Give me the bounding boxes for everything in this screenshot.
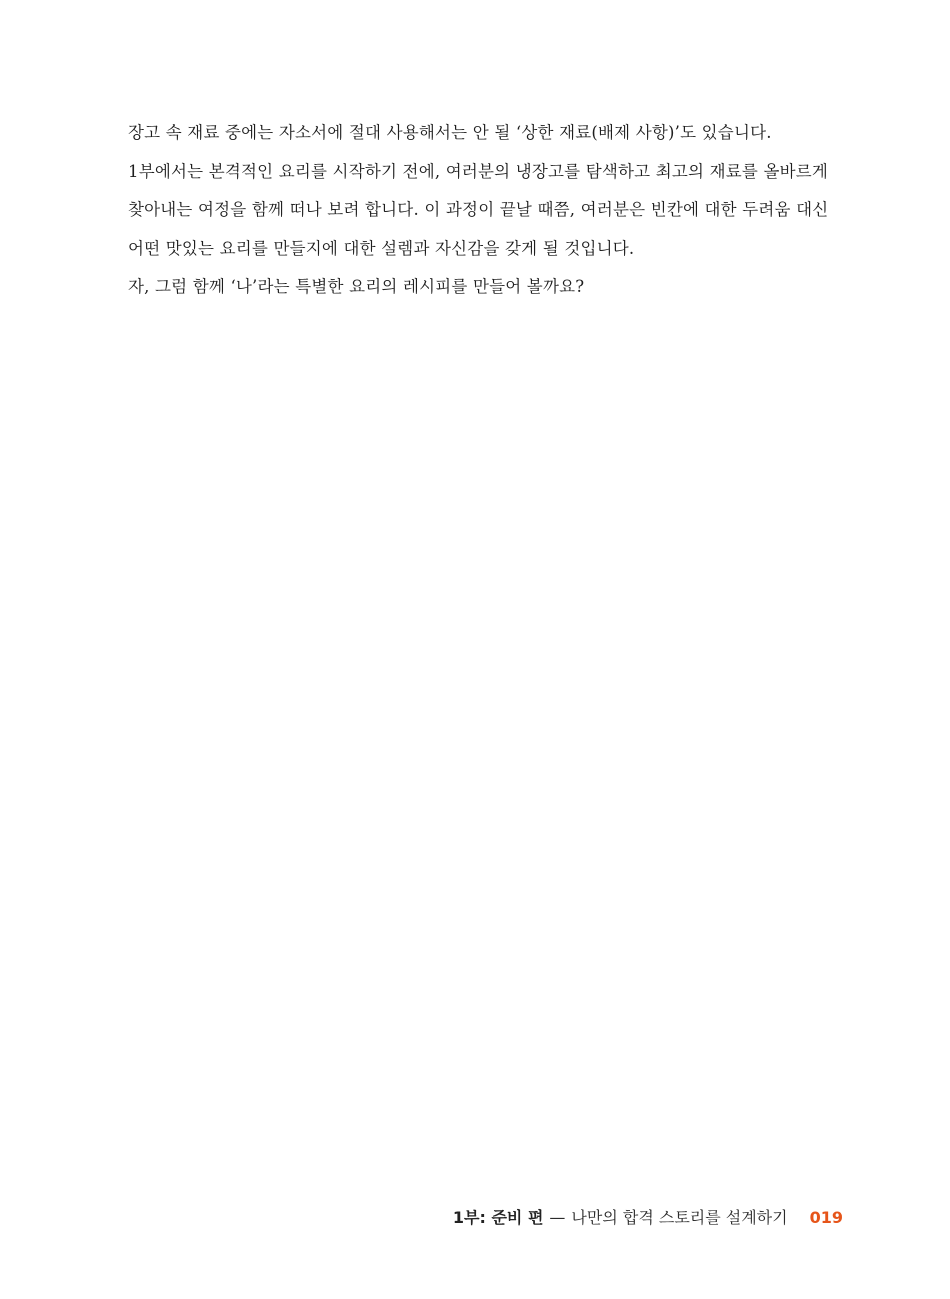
- footer-page-number: 019: [809, 1208, 843, 1227]
- body-text-line: 장고 속 재료 중에는 자소서에 절대 사용해서는 안 될 ‘상한 재료(배제 사항)’도 있습니다.: [128, 123, 772, 142]
- body-text-line: 어떤 맛있는 요리를 만들지에 대한 설렘과 자신감을 갖게 될 것입니다.: [128, 238, 635, 258]
- footer-separator-dash: —: [549, 1208, 566, 1227]
- footer-chapter-title: 나만의 합격 스토리를 설계하기: [571, 1208, 788, 1227]
- body-text-line: 1부에서는 본격적인 요리를 시작하기 전에, 여러분의 냉장고를 탐색하고 최고의 재료를 올바르게: [128, 161, 829, 181]
- page-footer: [453, 1207, 843, 1229]
- body-text-line: 자, 그럼 함께 ‘나’라는 특별한 요리의 레시피를 만들어 볼까요?: [128, 277, 585, 296]
- body-text-line: 찾아내는 여정을 함께 떠나 보려 합니다. 이 과정이 끝날 때쯤, 여러분은 빈칸에 대한 두려움 대신: [128, 200, 829, 219]
- body-text-block: [128, 114, 848, 307]
- footer-part-label: 1부: 준비 편: [452, 1208, 544, 1227]
